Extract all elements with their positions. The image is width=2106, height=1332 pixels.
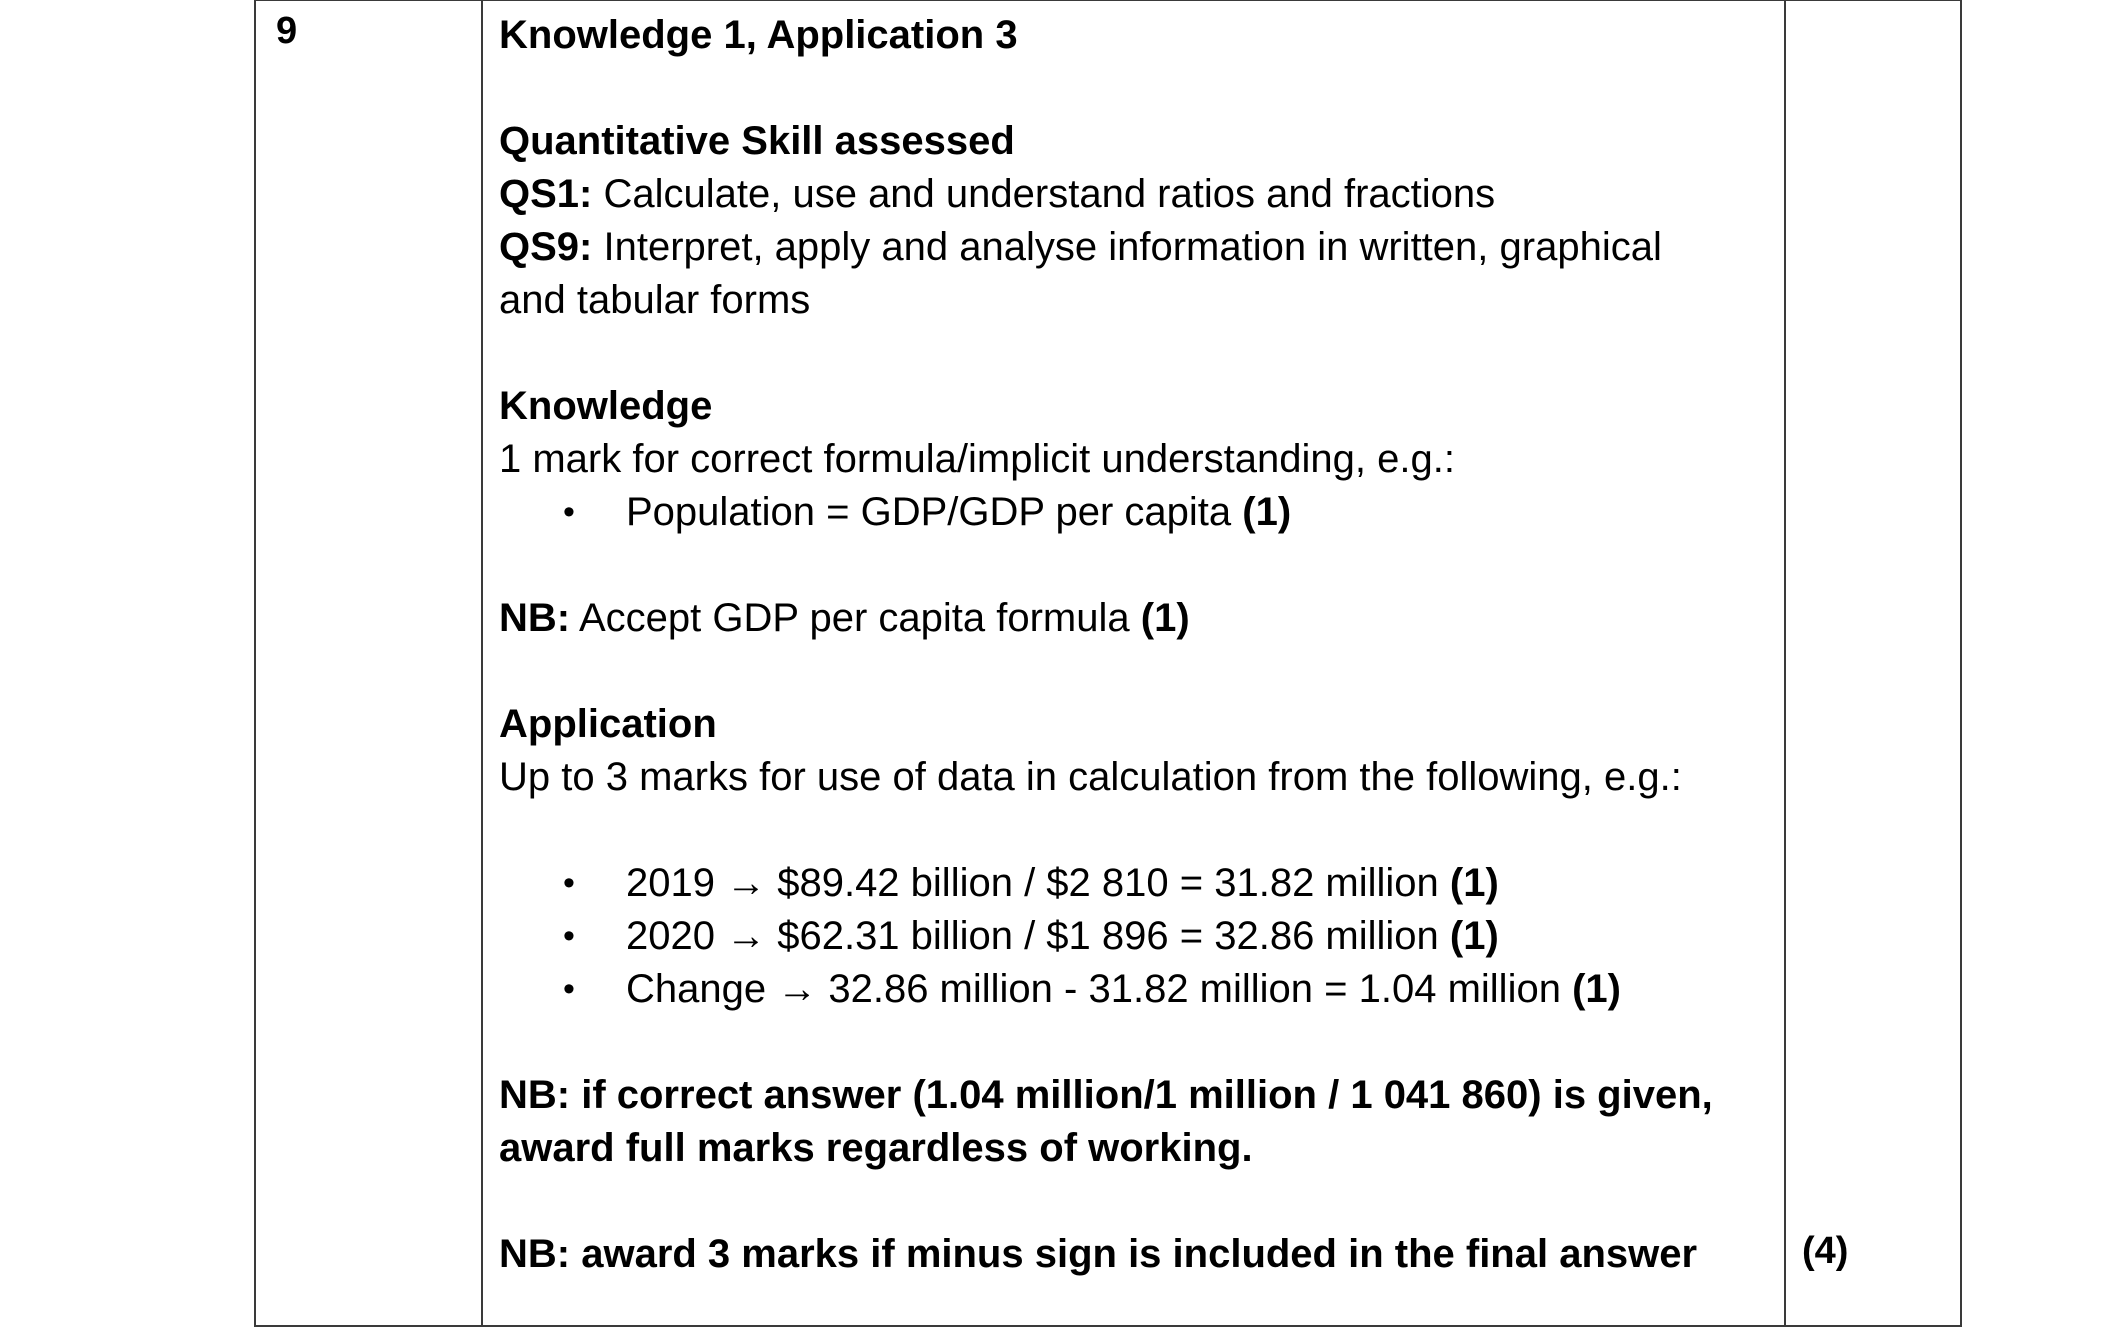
nb-text: Accept GDP per capita formula: [570, 596, 1141, 640]
bullet-icon: •: [563, 917, 575, 955]
bullet-icon: •: [563, 970, 575, 1008]
qs9-label: QS9:: [499, 225, 593, 269]
bullet-text: Population = GDP/GDP per capita: [626, 490, 1243, 534]
marks-total: (4): [1802, 1230, 1849, 1272]
bullet-mark: (1): [1242, 490, 1292, 534]
bullet-icon: •: [563, 864, 575, 902]
answer-guidance: [499, 9, 1769, 1281]
list-item: [499, 857, 1769, 910]
bullet-mark: (1): [1572, 967, 1621, 1011]
qs1-text: Calculate, use and understand ratios and fractions: [592, 172, 1496, 216]
bullet-text: 2020 → $62.31 billion / $1 896 = 32.86 million: [626, 914, 1450, 958]
column-divider: [481, 1, 483, 1325]
bullet-text: 2019 → $89.42 billion / $2 810 = 31.82 million: [626, 861, 1450, 905]
nb-full-marks-line2: award full marks regardless of working.: [499, 1126, 1253, 1170]
list-item: [499, 910, 1769, 963]
nb-minus-sign: NB: award 3 marks if minus sign is included in the final answer: [499, 1232, 1698, 1276]
knowledge-intro: 1 mark for correct formula/implicit understanding, e.g.:: [499, 437, 1455, 481]
qs-title: Quantitative Skill assessed: [499, 119, 1015, 163]
list-item: [499, 486, 1769, 539]
nb-label: NB:: [499, 596, 571, 640]
qs9-line-continued: and tabular forms: [499, 278, 811, 322]
bullet-icon: •: [563, 493, 575, 531]
qs9-text: Interpret, apply and analyse information in written, graphical: [592, 225, 1662, 269]
assessment-heading: Knowledge 1, Application 3: [499, 13, 1018, 57]
application-title: Application: [499, 702, 717, 746]
bullet-mark: (1): [1449, 914, 1499, 958]
bullet-mark: (1): [1449, 861, 1499, 905]
application-intro: Up to 3 marks for use of data in calculation from the following, e.g.:: [499, 755, 1682, 799]
qs1-line: [499, 168, 1769, 221]
bullet-text: Change → 32.86 million - 31.82 million = 1.04 million: [626, 967, 1573, 1011]
nb-accept-formula: [499, 592, 1769, 645]
qs1-label: QS1:: [499, 172, 593, 216]
knowledge-title: Knowledge: [499, 384, 713, 428]
nb-full-marks-line1: NB: if correct answer (1.04 million/1 million / 1 041 860) is given,: [499, 1073, 1713, 1117]
column-divider: [1784, 1, 1786, 1325]
nb-mark: (1): [1140, 596, 1190, 640]
mark-scheme-table: [254, 0, 1962, 1327]
question-number: 9: [276, 10, 298, 52]
list-item: [499, 963, 1769, 1016]
qs9-line: [499, 221, 1769, 274]
